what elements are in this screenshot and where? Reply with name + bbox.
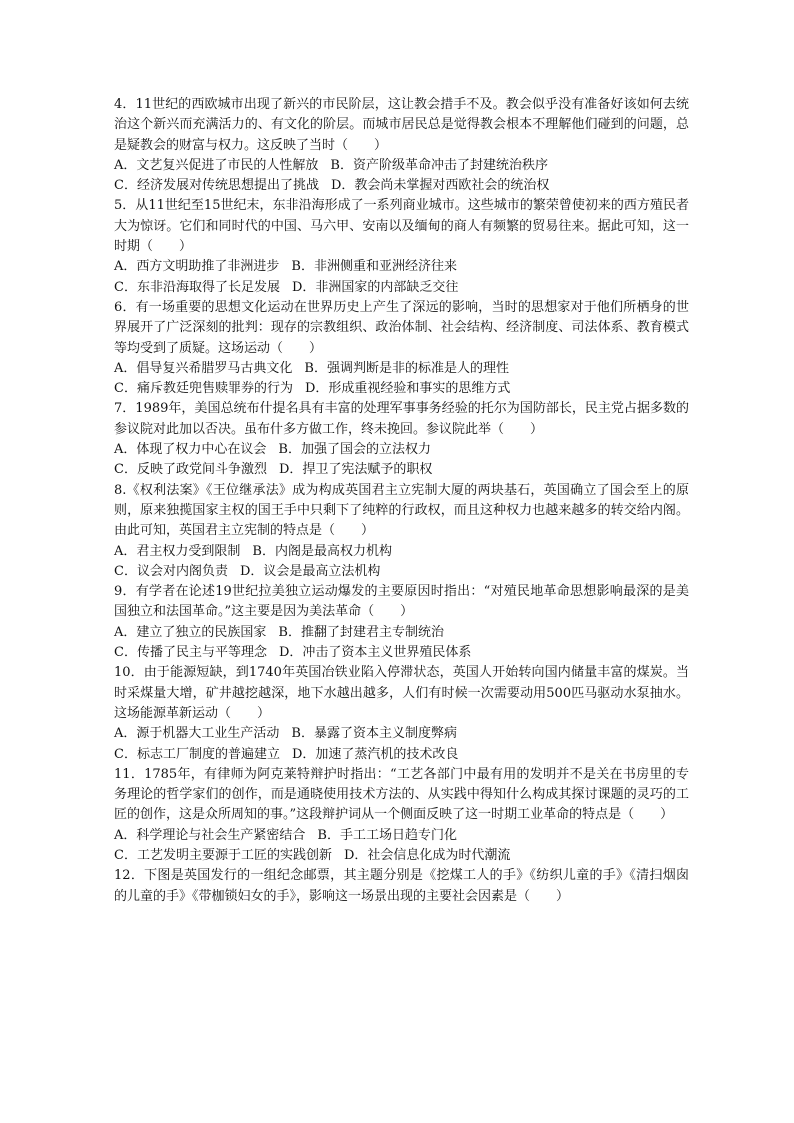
answer-option: A．建立了独立的民族国家 xyxy=(114,624,267,640)
answer-option: C．议会对内阁负责 xyxy=(114,563,228,579)
question-block xyxy=(114,196,689,297)
option-spacer xyxy=(279,257,291,277)
answer-option: C．经济发展对传统思想提出了挑战 xyxy=(114,178,319,194)
answer-option: B．资产阶级革命冲击了封建统治秩序 xyxy=(330,157,548,173)
exam-page xyxy=(114,95,689,907)
option-row xyxy=(114,440,689,460)
option-spacer xyxy=(293,379,305,399)
question-stem: 7．1989年，美国总统布什提名具有丰富的处理军事事务经验的托尔为国防部长，民主党占据多数的参议院对此加以否决。虽布什多方做工作，终未挽回。参议院此举（ ） xyxy=(114,401,689,437)
option-spacer xyxy=(332,846,344,866)
answer-option: A．科学理论与社会生产紧密结合 xyxy=(114,827,306,843)
answer-option: D．教会尚未掌握对西欧社会的统治权 xyxy=(330,178,550,194)
question-stem: 8.《权利法案》《王位继承法》成为构成英国君主立宪制大厦的两块基石，英国确立了国会至上的原则，原来独揽国家主权的国王手中只剩下了纯粹的行政权，而且这种权力也越来越多的转交给内阁。由此可知，英国君主立宪制的特点是（ ） xyxy=(114,482,689,539)
option-row xyxy=(114,278,689,298)
question-block xyxy=(114,95,689,196)
answer-option: B．内阁是最高权力机构 xyxy=(252,543,392,559)
answer-option: A．西方文明助推了非洲进步 xyxy=(114,259,280,275)
answer-option: A．文艺复兴促进了市民的人性解放 xyxy=(114,157,319,173)
option-row xyxy=(114,542,689,562)
answer-option: B．加强了国会的立法权力 xyxy=(278,442,431,458)
question-block xyxy=(114,765,689,866)
answer-option: D．议会是最高立法机构 xyxy=(239,563,381,579)
option-row xyxy=(114,826,689,846)
option-spacer xyxy=(292,359,304,379)
option-spacer xyxy=(267,643,279,663)
option-spacer xyxy=(228,562,240,582)
answer-option: B．强调判断是非的标准是人的理性 xyxy=(304,360,509,376)
answer-option: C．传播了民主与平等理念 xyxy=(114,645,267,661)
option-row xyxy=(114,176,689,196)
option-row xyxy=(114,156,689,176)
option-row xyxy=(114,724,689,744)
option-spacer xyxy=(279,724,291,744)
option-row xyxy=(114,623,689,643)
answer-option: A．体现了权力中心在议会 xyxy=(114,442,267,458)
question-block xyxy=(114,481,689,582)
answer-option: A．倡导复兴希腊罗马古典文化 xyxy=(114,360,293,376)
question-block xyxy=(114,663,689,764)
option-spacer xyxy=(319,176,331,196)
answer-option: B．推翻了封建君主专制统治 xyxy=(278,624,444,640)
option-spacer xyxy=(280,278,292,298)
answer-option: D．加速了蒸汽机的技术改良 xyxy=(291,746,459,762)
answer-option: B．暴露了资本主义制度弊病 xyxy=(291,726,457,742)
option-spacer xyxy=(266,440,278,460)
question-stem: 12．下图是英国发行的一组纪念邮票，其主题分别是《挖煤工人的手》《纺织儿童的手》《清扫烟囱的儿童的手》《带枷锁妇女的手》，影响这一场景出现的主要社会因素是（ ） xyxy=(114,868,689,904)
answer-option: B．非洲侧重和亚洲经济往来 xyxy=(291,259,457,275)
option-spacer xyxy=(267,460,279,480)
option-row xyxy=(114,562,689,582)
question-stem: 5．从11世纪至15世纪末，东非沿海形成了一系列商业城市。这些城市的繁荣曾使初来的西方殖民者大为惊讶。它们和同时代的中国、马六甲、安南以及缅甸的商人有频繁的贸易往来。据此可知，这一时期（ ） xyxy=(114,198,689,255)
answer-option: D．冲击了资本主义世界殖民体系 xyxy=(278,645,472,661)
answer-option: D．社会信息化成为时代潮流 xyxy=(343,847,511,863)
option-spacer xyxy=(280,745,292,765)
question-stem: 10．由于能源短缺，到1740年英国冶铁业陷入停滞状态，英国人开始转向国内储量丰富的煤炭。当时采煤量大增，矿井越挖越深，地下水越出越多，人们有时候一次需要动用500匹马驱动水泵抽水。这场能源革新运动（ ） xyxy=(114,665,689,721)
answer-option: D．形成重视经验和事实的思维方式 xyxy=(304,381,511,397)
question-stem: 11．1785年，有律师为阿克莱特辩护时指出：“工艺各部门中最有用的发明并不是关在书房里的专务理论的哲学家们的创作，而是通晓使用技术方法的、从实践中得知什么构成其探讨课题的灵巧的工匠的创作，这是众所周知的事。”这段辩护词从一个侧面反映了这一时期工业革命的特点是（ ） xyxy=(114,766,689,823)
answer-option: C．反映了政党间斗争激烈 xyxy=(114,462,267,478)
option-spacer xyxy=(266,623,278,643)
option-row xyxy=(114,257,689,277)
answer-option: C．标志工厂制度的普遍建立 xyxy=(114,746,280,762)
question-block xyxy=(114,582,689,663)
question-block xyxy=(114,298,689,399)
option-row xyxy=(114,359,689,379)
answer-option: A．源于机器大工业生产活动 xyxy=(114,726,280,742)
answer-option: A．君主权力受到限制 xyxy=(114,543,241,559)
option-row xyxy=(114,460,689,480)
answer-option: B．手工工场日趋专门化 xyxy=(317,827,457,843)
answer-option: D．捍卫了宪法赋予的职权 xyxy=(278,462,433,478)
option-spacer xyxy=(240,542,252,562)
question-stem: 4．11世纪的西欧城市出现了新兴的市民阶层，这让教会措手不及。教会似乎没有准备好该如何去统治这个新兴而充满活力的、有文化的阶层。而城市居民总是觉得教会根本不理解他们碰到的问题，总是疑教会的财富与权力。这反映了当时（ ） xyxy=(114,97,689,153)
answer-option: C．工艺发明主要源于工匠的实践创新 xyxy=(114,847,332,863)
question-stem: 9．有学者在论述19世纪拉美独立运动爆发的主要原因时指出：“对殖民地革命思想影响最深的是美国独立和法国革命。”这主要是因为美法革命（ ） xyxy=(114,584,689,620)
question-block xyxy=(114,866,689,907)
option-row xyxy=(114,643,689,663)
question-stem: 6．有一场重要的思想文化运动在世界历史上产生了深远的影响，当时的思想家对于他们所栖身的世界展开了广泛深刻的批判：现存的宗教组织、政治体制、社会结构、经济制度、司法体系、教育模式等均受到了质疑。这场运动（ ） xyxy=(114,299,689,356)
option-spacer xyxy=(318,156,330,176)
answer-option: C．东非沿海取得了长足发展 xyxy=(114,279,280,295)
question-block xyxy=(114,399,689,480)
option-spacer xyxy=(305,826,317,846)
answer-option: D．非洲国家的内部缺乏交往 xyxy=(291,279,459,295)
option-row xyxy=(114,846,689,866)
option-row xyxy=(114,745,689,765)
option-row xyxy=(114,379,689,399)
answer-option: C．痛斥教廷兜售赎罪券的行为 xyxy=(114,381,293,397)
